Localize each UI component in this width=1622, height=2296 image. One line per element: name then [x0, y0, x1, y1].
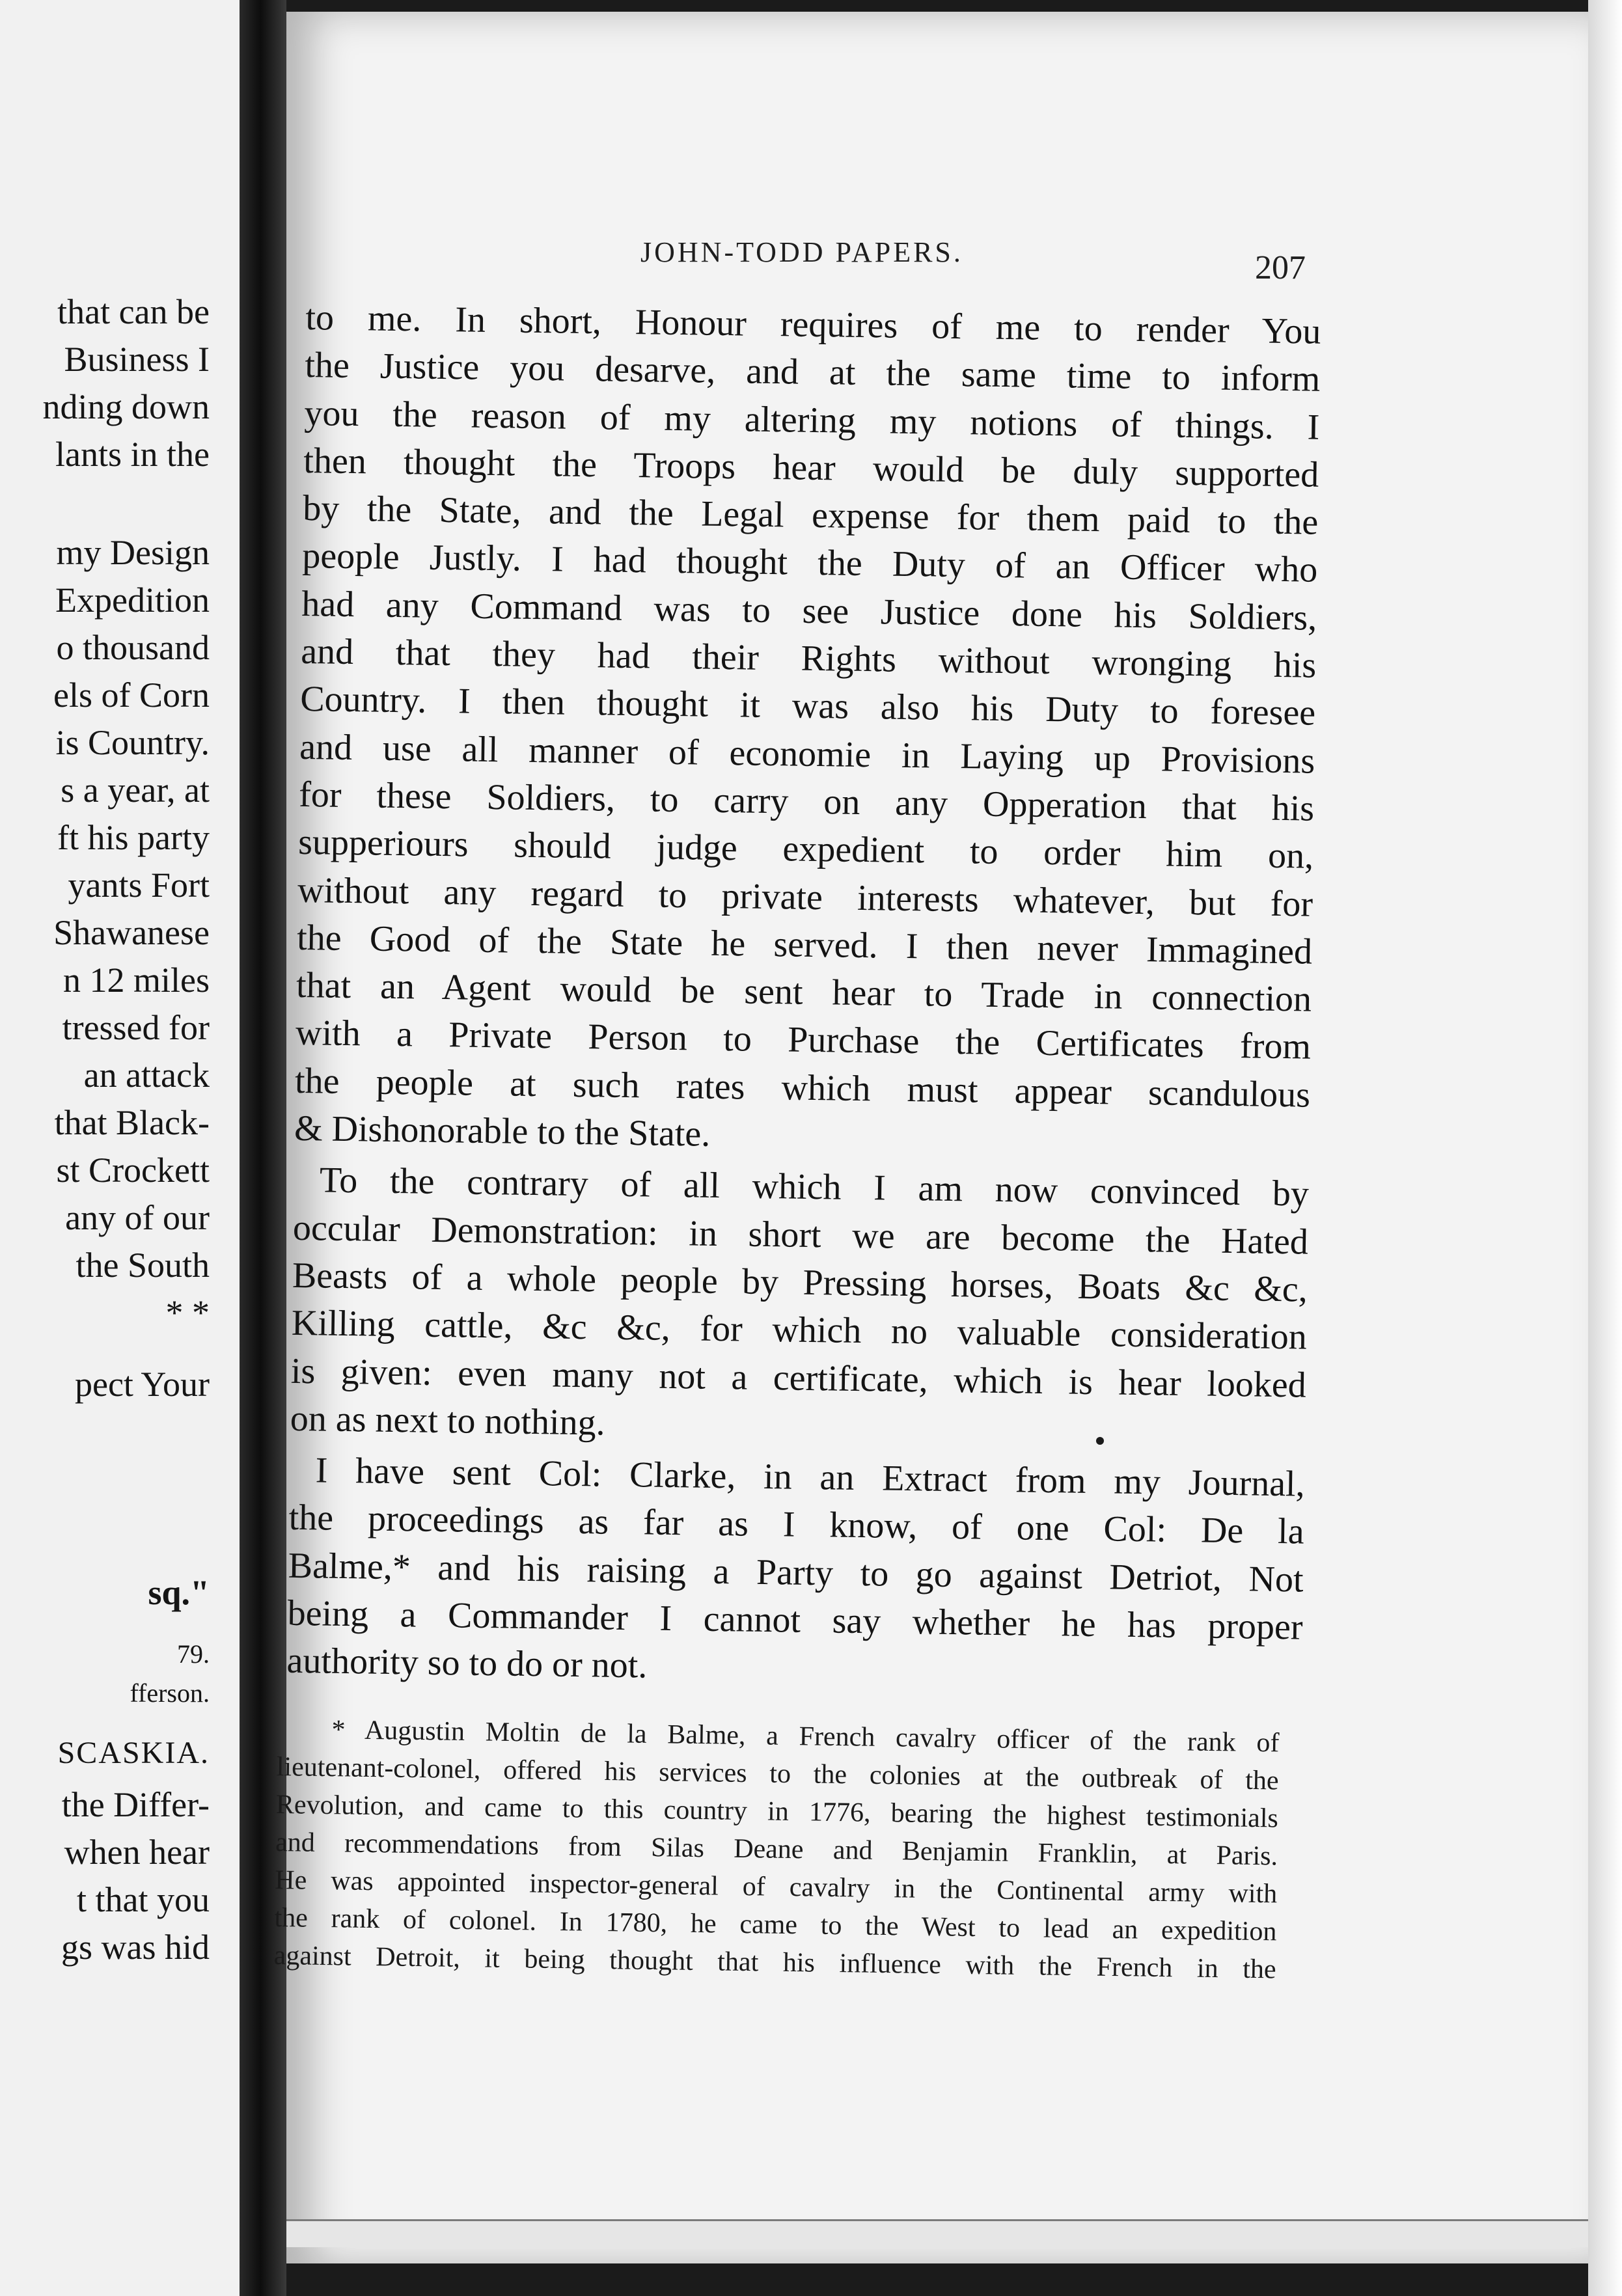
footnote-line: the rank of colonel. In 1780, he came to the West to lead an expedition — [274, 1902, 1277, 1947]
text-line: being a Commander I cannot say whether he has proper — [287, 1592, 1303, 1648]
text-line: that an Agent would be sent hear to Trade in connection — [296, 965, 1312, 1020]
left-page-line: Business I — [64, 340, 210, 379]
left-page-line: gs was hid — [61, 1928, 210, 1967]
left-page-line: ft his party — [57, 818, 210, 857]
text-line: To the contrary of all which I am now convinced by — [319, 1160, 1310, 1214]
text-line: the Good of the State he served. I then never Immagined — [296, 917, 1313, 972]
left-page-line: SCASKIA. — [57, 1736, 210, 1770]
text-line: the Justice you desarve, and at the same time to inform — [305, 345, 1321, 400]
footnote-line: He was appointed inspector-general of cavalry in the Continental army with — [275, 1865, 1278, 1909]
left-page-line: is Country. — [55, 723, 210, 762]
left-page-line: s a year, at — [61, 771, 210, 810]
body-text — [286, 294, 1321, 1699]
left-page-line: sq." — [148, 1573, 210, 1612]
left-page-line: Shawanese — [53, 913, 210, 952]
previous-page-fragment — [0, 0, 240, 2296]
left-page-line: n 12 miles — [63, 961, 210, 1000]
left-page-line: any of our — [65, 1198, 210, 1237]
left-page-line: o thousand — [56, 628, 210, 667]
text-line: Killing cattle, &c &c, for which no valuable consideration — [291, 1303, 1308, 1358]
left-page-line: when hear — [64, 1833, 210, 1872]
left-page-line: yants Fort — [68, 866, 210, 905]
left-page-line: * * — [165, 1293, 210, 1332]
text-line: on as next to nothing. — [290, 1398, 606, 1443]
footnote-line: lieutenant-colonel, offered his services to the colonies at the outbreak of the — [276, 1751, 1279, 1796]
text-line: I have sent Col: Clarke, in an Extract from my Journal, — [315, 1450, 1306, 1505]
text-line: the proceedings as far as I know, of one Col: De la — [288, 1497, 1305, 1553]
footnote — [273, 1710, 1280, 1988]
text-line: to me. In short, Honour requires of me to render You — [305, 297, 1321, 352]
left-page-line: my Design — [56, 533, 210, 572]
left-page-line: the South — [76, 1246, 210, 1285]
left-page-line: pect Your — [74, 1365, 210, 1404]
text-line: the people at such rates which must appear scandulous — [294, 1060, 1311, 1115]
text-line: by the State, and the Legal expense for them paid to the — [302, 488, 1319, 543]
left-page-line: t that you — [77, 1880, 210, 1919]
text-line: Balme,* and his raising a Party to go against Detriot, Not — [288, 1545, 1304, 1600]
text-line: you the reason of my altering my notions of things. I — [304, 392, 1320, 448]
text-line: Beasts of a whole people by Pressing horses, Boats &c &c, — [292, 1255, 1308, 1310]
text-line: Country. I then thought it was also his Duty to foresee — [299, 679, 1316, 734]
text-line: for these Soldiers, to carry on any Opperation that his — [298, 774, 1315, 829]
footnote-line: Revolution, and came to this country in 1776, bearing the highest testimonials — [275, 1789, 1279, 1834]
text-line: with a Private Person to Purchase the Certificates from — [295, 1013, 1312, 1068]
text-line: is given: even many not a certificate, which is hear looked — [290, 1350, 1307, 1406]
page-edge — [1588, 0, 1622, 2296]
page-bottom-edge — [286, 2219, 1588, 2247]
left-page-line: st Crockett — [56, 1151, 210, 1190]
text-line: occular Demonstration: in short we are become the Hated — [292, 1207, 1309, 1263]
left-page-line: fferson. — [130, 1678, 210, 1708]
left-page-line: els of Corn — [53, 676, 210, 715]
text-line: had any Command was to see Justice done his Soldiers, — [301, 583, 1317, 638]
footnote-line: against Detroit, it being thought that his influence with the French in the — [273, 1940, 1276, 1985]
text-line: without any regard to private interests whatever, but for — [297, 869, 1313, 925]
left-page-line: the Differ- — [61, 1785, 210, 1824]
footnote-line: and recommendations from Silas Deane and Benjamin Franklin, at Paris. — [275, 1827, 1278, 1872]
left-page-line: an attack — [83, 1056, 210, 1095]
left-page-line: that Black- — [54, 1103, 210, 1142]
left-page-line: tressed for — [62, 1008, 210, 1047]
text-line: and that they had their Rights without wronging his — [300, 631, 1317, 686]
left-page-line: 79. — [177, 1639, 210, 1669]
text-line: supperiours should judge expedient to order him on, — [297, 822, 1314, 877]
ink-speck — [1096, 1437, 1104, 1445]
text-line: & Dishonorable to the State. — [294, 1108, 711, 1155]
text-line: and use all manner of economie in Laying up Provisions — [299, 726, 1315, 782]
footnote-line: * Augustin Moltin de la Balme, a French cavalry officer of the rank of — [331, 1715, 1280, 1758]
left-page-line: lants in the — [55, 435, 210, 474]
running-head: JOHN-TODD PAPERS. — [640, 236, 963, 268]
text-line: people Justly. I had thought the Duty of an Officer who — [301, 536, 1318, 591]
left-page-line: nding down — [42, 387, 210, 426]
text-line: then thought the Troops hear would be duly supported — [303, 440, 1319, 495]
page-number: 207 — [1255, 249, 1306, 286]
text-line: authority so to do or not. — [286, 1641, 648, 1686]
left-page-line: that can be — [57, 292, 210, 331]
left-page-line: Expedition — [55, 581, 210, 620]
